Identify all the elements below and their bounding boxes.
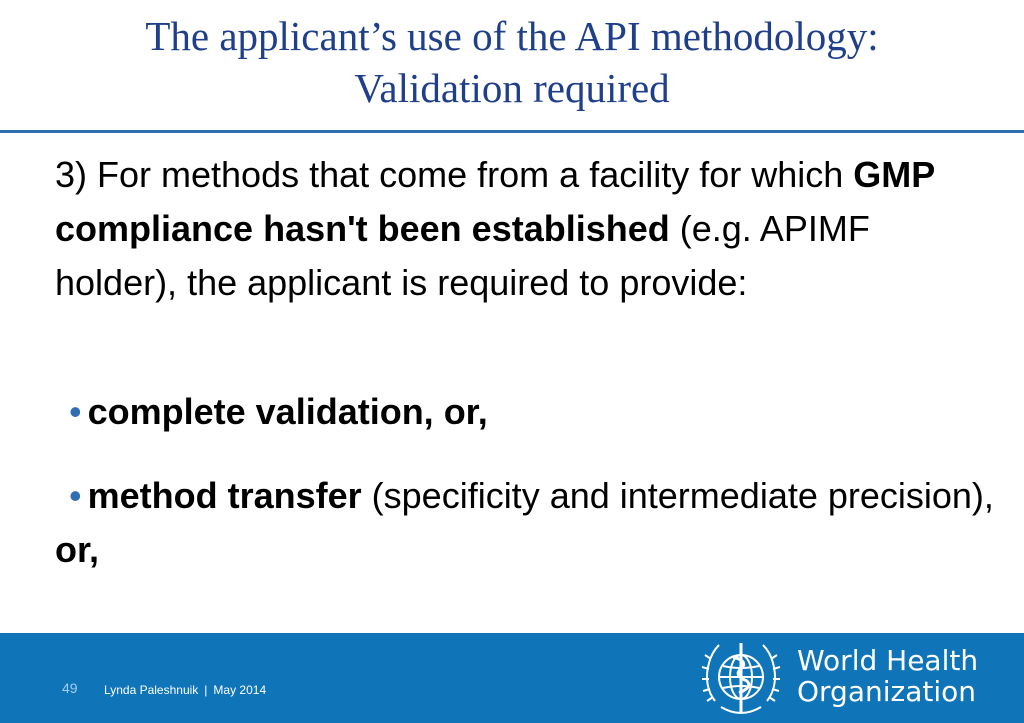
slide-title-line1: The applicant’s use of the API methodology: [145,13,879,59]
bullet-item [55,385,995,439]
org-name-line1: World Health [797,644,979,677]
slide-title-line2: Validation required [354,65,670,111]
intro-text-2: (e.g. APIMF holder), the applicant is required to provide: [55,208,870,303]
title-divider [0,130,1024,133]
bullet-bold: method transfer [87,475,362,516]
footer-date: May 2014 [213,683,267,697]
footer-meta [104,683,266,697]
page-number: 49 [62,680,78,696]
bullet-bold-end: or, [55,529,100,570]
who-emblem-icon [697,637,785,721]
intro-bold: GMP compliance hasn't been established [55,154,935,249]
bullet-item [55,469,995,577]
bullet-bold: complete validation, or, [87,391,488,432]
bullet-dot-icon: • [69,391,82,432]
slide-title [0,10,1024,114]
footer-bar [0,633,1024,723]
footer-separator: | [204,683,208,697]
org-name-line2: Organization [797,675,977,708]
intro-text-1: 3) For methods that come from a facility for which [55,154,854,195]
intro-paragraph [55,148,995,310]
bullet-text: (specificity and intermediate precision), [361,475,994,516]
footer-author: Lynda Paleshnuik [104,683,199,697]
bullet-dot-icon: • [69,475,82,516]
org-name [797,645,978,707]
